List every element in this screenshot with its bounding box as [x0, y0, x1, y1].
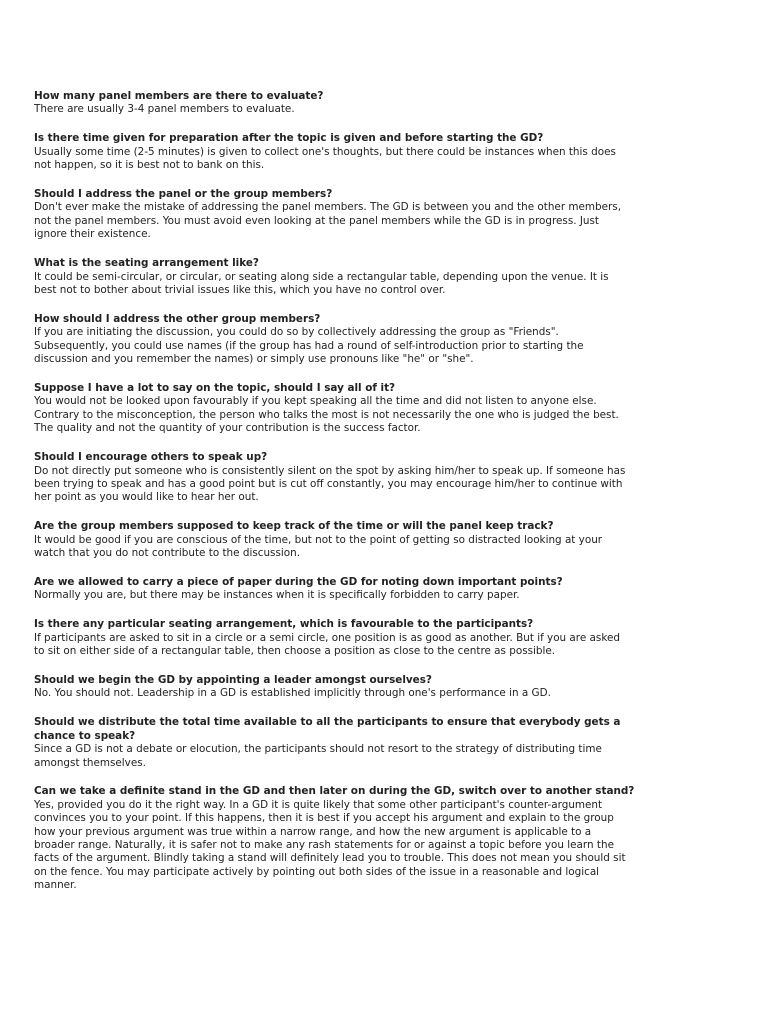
faq-question: Can we take a definite stand in the GD and then later on during the GD, switch over to another stand? — [34, 785, 635, 798]
faq-question: Is there any particular seating arrangement, which is favourable to the participants? — [34, 618, 534, 631]
faq-question: How many panel members are there to evaluate? — [34, 90, 324, 102]
faq-answer: If participants are asked to sit in a circle or a semi circle, one position is as good as another. But if you are asked to sit on either side of a rectangular table, then choose a position as close to the centre as possible. — [34, 631, 620, 658]
faq-answer: If you are initiating the discussion, you could do so by collectively addressing the group as "Friends". Subsequently, you could use names (if the group has had a round of self-introduction prior to starting the discussion and you remember the names) or simply use pronouns like "he" or "she". — [34, 326, 584, 366]
faq-answer: Do not directly put someone who is consistently silent on the spot by asking him/her to speak up. If someone has been trying to speak and has a good point but is cut off constantly, you may encourage him/her to continue with her point as you would like to hear her out. — [34, 464, 626, 504]
faq-item-seating-arrangement — [34, 257, 654, 297]
faq-item-carry-paper — [34, 576, 654, 603]
faq-item-say-all — [34, 382, 654, 436]
faq-question: What is the seating arrangement like? — [34, 257, 259, 270]
faq-item-address-panel — [34, 188, 654, 242]
faq-answer: There are usually 3-4 panel members to evaluate. — [34, 103, 295, 116]
faq-question: Suppose I have a lot to say on the topic, should I say all of it? — [34, 382, 396, 394]
faq-question: Should we begin the GD by appointing a leader amongst ourselves? — [34, 674, 432, 686]
faq-item-track-time — [34, 520, 654, 560]
faq-question: Should I address the panel or the group members? — [34, 188, 333, 201]
faq-answer: It could be semi-circular, or circular, or seating along side a rectangular table, depending upon the venue. It is best not to bother about trivial issues like this, which you have no control over. — [34, 270, 609, 296]
faq-question: Should we distribute the total time available to all the participants to ensure that everybody gets a chance to speak? — [34, 716, 621, 742]
faq-question: Are the group members supposed to keep track of the time or will the panel keep track? — [34, 520, 554, 533]
faq-item-distribute-time — [34, 716, 654, 770]
faq-item-address-members — [34, 313, 654, 367]
faq-answer: Usually some time (2-5 minutes) is given to collect one's thoughts, but there could be instances when this does not happen, so it is best not to bank on this. — [34, 145, 616, 172]
faq-question: How should I address the other group members? — [34, 312, 321, 325]
faq-question: Is there time given for preparation after the topic is given and before starting the GD? — [34, 132, 544, 145]
faq-item-encourage-others — [34, 451, 654, 505]
faq-answer: Yes, provided you do it the right way. In a GD it is quite likely that some other participant's counter-argument convinces you to your point. If this happens, then it is best if you accept his argument and explain to the group how your previous argument was true within a narrow range, and how the new argument is applicable to a broader range. Naturally, it is safer not to make any rash statements for or against a topic before you learn the facts of the argument. Blindly taking a stand will definitely lead you to trouble. This does not mean you should sit on the fence. You may participate actively by pointing out both sides of the issue in a reasonable and logical manner. — [34, 798, 626, 892]
faq-item-switch-stand — [34, 785, 654, 892]
faq-item-preparation-time — [34, 132, 654, 172]
faq-question: Are we allowed to carry a piece of paper during the GD for noting down important points? — [34, 575, 563, 588]
faq-item-panel-members — [34, 90, 654, 117]
faq-answer: You would not be looked upon favourably if you kept speaking all the time and did not listen to anyone else. Contrary to the misconception, the person who talks the most is not necessarily the one who is judged the best. The quality and not the quantity of your contribution is the success factor. — [34, 395, 619, 435]
faq-answer: It would be good if you are conscious of the time, but not to the point of getting so distracted looking at your watch that you do not contribute to the discussion. — [34, 533, 603, 560]
faq-item-favourable-seating — [34, 618, 654, 658]
document-page — [34, 90, 654, 908]
faq-answer: No. You should not. Leadership in a GD is established implicitly through one's performance in a GD. — [34, 687, 551, 700]
faq-question: Should I encourage others to speak up? — [34, 451, 268, 464]
faq-answer: Normally you are, but there may be instances when it is specifically forbidden to carry paper. — [34, 589, 520, 602]
faq-item-appoint-leader — [34, 674, 654, 701]
faq-answer: Don't ever make the mistake of addressing the panel members. The GD is between you and the other members, not the panel members. You must avoid even looking at the panel members while the GD is in progress. Just ignore their existence. — [34, 201, 622, 241]
faq-answer: Since a GD is not a debate or elocution, the participants should not resort to the strategy of distributing time amongst themselves. — [34, 743, 602, 769]
